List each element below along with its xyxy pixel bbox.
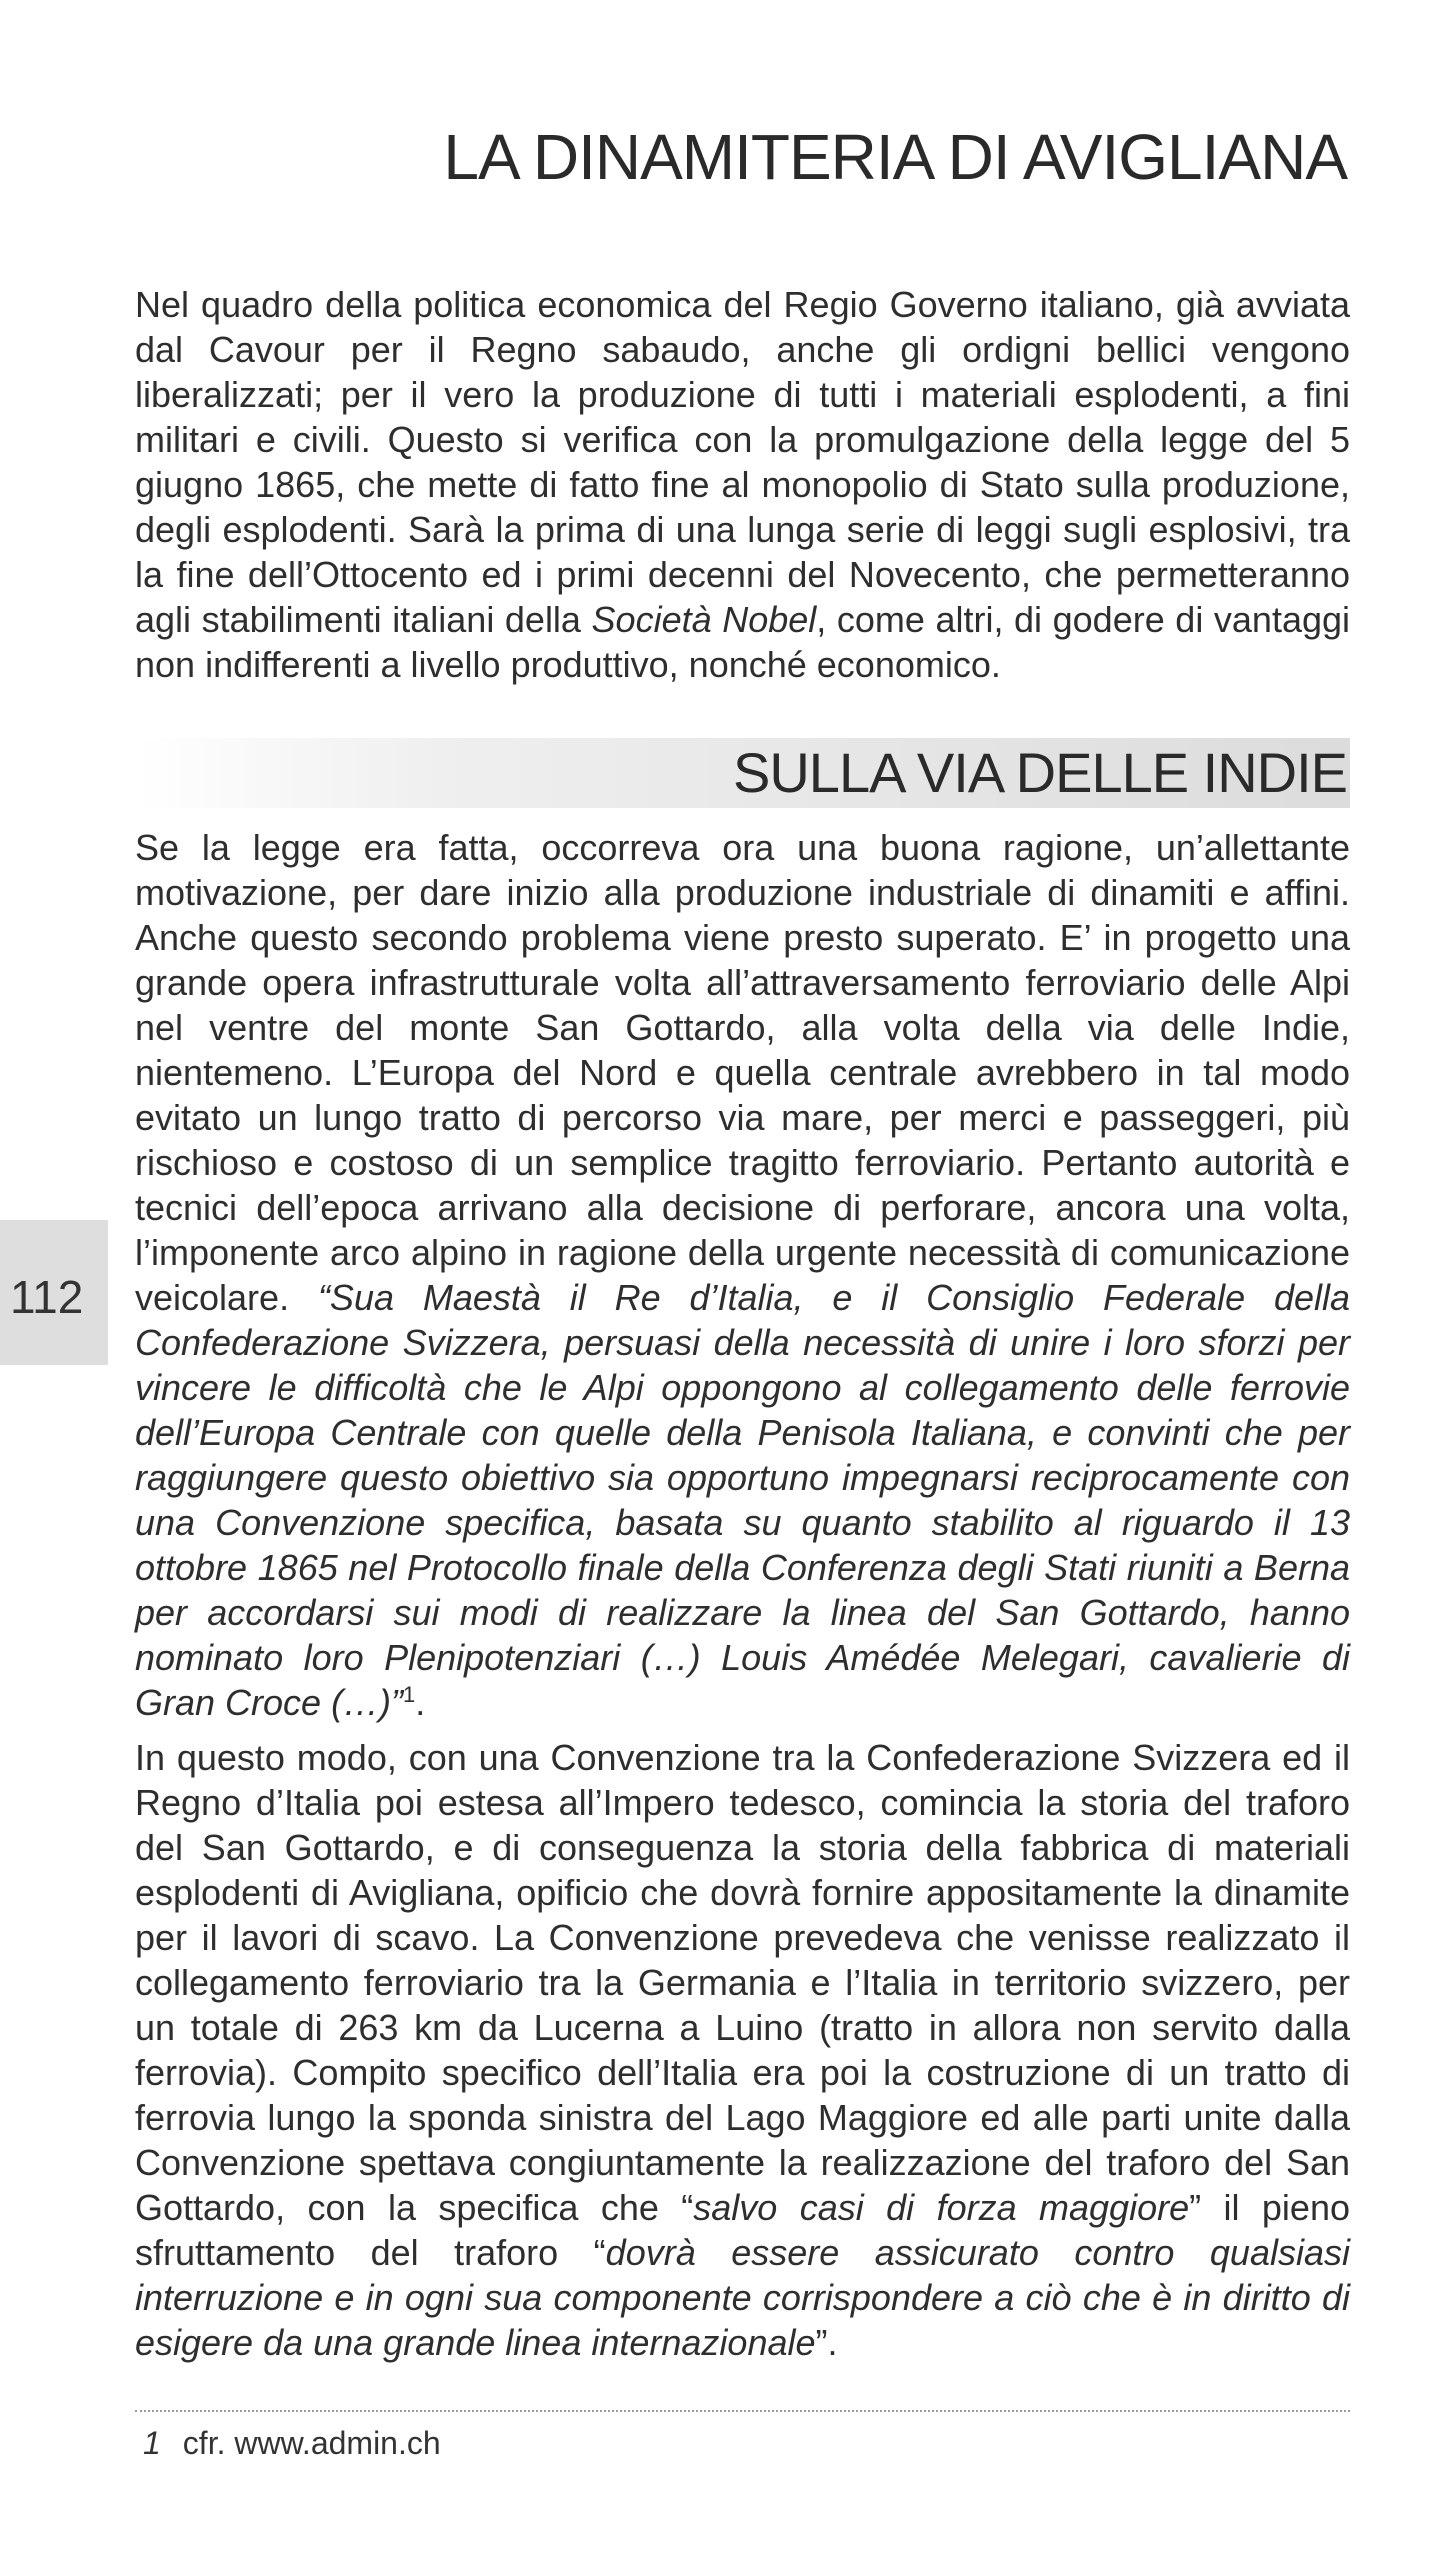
section-paragraph-2 — [135, 1735, 1350, 2365]
page-title: LA DINAMITERIA DI AVIGLIANA — [443, 121, 1347, 193]
section-paragraph-1 — [135, 825, 1350, 1725]
footnote — [143, 2425, 441, 2462]
section-p2-end: ”. — [815, 2322, 838, 2363]
page-number: 112 — [10, 1271, 84, 1323]
section-p2-italic-1: salvo casi di forza maggiore — [693, 2187, 1190, 2228]
section-p2-mid: ” il pieno sfruttamento del traforo “ — [135, 2187, 1350, 2273]
intro-text: Nel quadro della politica economica del Regio Governo italiano, già avviata dal Cavour per il Regno sabaudo, anche gli ordigni bellici vengono liberalizzati; per il vero la produzione di tutti i materiali esplodenti, a fini militari e civili. Questo si verifica con la promulgazione della legge del 5 giugno 1865, che mette di fatto fine al monopolio di Stato sulla produzione, degli esplodenti. Sarà la prima di una lunga serie di leggi sugli esplosivi, tra la fine dell’Ottocento ed i primi decenni del Novecento, che permetteranno agli stabilimenti italiani della — [135, 284, 1350, 640]
intro-italic: Società Nobel — [591, 599, 817, 640]
section-p1-text: Se la legge era fatta, occorreva ora una buona ragione, un’allettante motivazione, per dare inizio alla produzione industriale di dinamiti e affini. Anche questo secondo problema viene presto superato. E’ in progetto una grande opera infrastrutturale volta all’attraversamento ferroviario delle Alpi nel ventre del monte San Gottardo, alla volta della via delle Indie, nientemeno. L’Europa del Nord e quella centrale avrebbero in tal modo evitato un lungo tratto di percorso via mare, per merci e passeggeri, più rischioso e costoso di un semplice tragitto ferroviario. Pertanto autorità e tecnici dell’epoca arrivano alla decisione di perforare, ancora una volta, l’imponente arco alpino in ragione della urgente necessità di comunicazione veicolare. — [135, 827, 1350, 1318]
intro-text-end: , come altri, di godere di vantaggi non indifferenti a livello produttivo, nonché economico. — [135, 599, 1351, 685]
footnote-divider — [135, 2410, 1350, 2412]
section-heading: SULLA VIA DELLE INDIE — [733, 741, 1347, 804]
section-p2-text: In questo modo, con una Convenzione tra la Confederazione Svizzera ed il Regno d’Italia poi estesa all’Impero tedesco, comincia la storia del traforo del San Gottardo, e di conseguenza la storia della fabbrica di materiali esplodenti di Avigliana, opificio che dovrà fornire appositamente la dinamite per il lavori di scavo. La Convenzione prevedeva che venisse realizzato il collegamento ferroviario tra la Germania e l’Italia in territorio svizzero, per un totale di 263 km da Lucerna a Luino (tratto in allora non servito dalla ferrovia). Compito specifico dell’Italia era poi la costruzione di un tratto di ferrovia lungo la sponda sinistra del Lago Maggiore ed alle parti unite dalla Convenzione spettava congiuntamente la realizzazione del traforo del San Gottardo, con la specifica che “ — [135, 1737, 1350, 2228]
section-p1-quote: “Sua Maestà il Re d’Italia, e il Consiglio Federale della Confederazione Svizzera, persuasi della necessità di unire i loro sforzi per vincere le difficoltà che le Alpi oppongono al collegamento delle ferrovie dell’Europa Centrale con quelle della Penisola Italiana, e convinti che per raggiungere questo obiettivo sia opportuno impegnarsi reciprocamente con una Convenzione specifica, basata su quanto stabilito al riguardo il 13 ottobre 1865 nel Protocollo finale della Conferenza degli Stati riuniti a Berna per accordarsi sui modi di realizzare la linea del San Gottardo, hanno nominato loro Plenipotenziari (…) Louis Amédée Melegari, cavalierie di Gran Croce (…)” — [135, 1277, 1351, 1723]
section-p1-end: . — [415, 1682, 426, 1723]
section-p2-italic-2: dovrà essere assicurato contro qualsiasi interruzione e in ogni sua componente corrispondere a ciò che è in diritto di esigere da una grande linea internazionale — [135, 2232, 1350, 2363]
footnote-reference: 1 — [403, 1682, 416, 1707]
footnote-text: cfr. www.admin.ch — [182, 2425, 441, 2461]
footnote-number: 1 — [143, 2425, 161, 2461]
intro-paragraph — [135, 282, 1350, 687]
